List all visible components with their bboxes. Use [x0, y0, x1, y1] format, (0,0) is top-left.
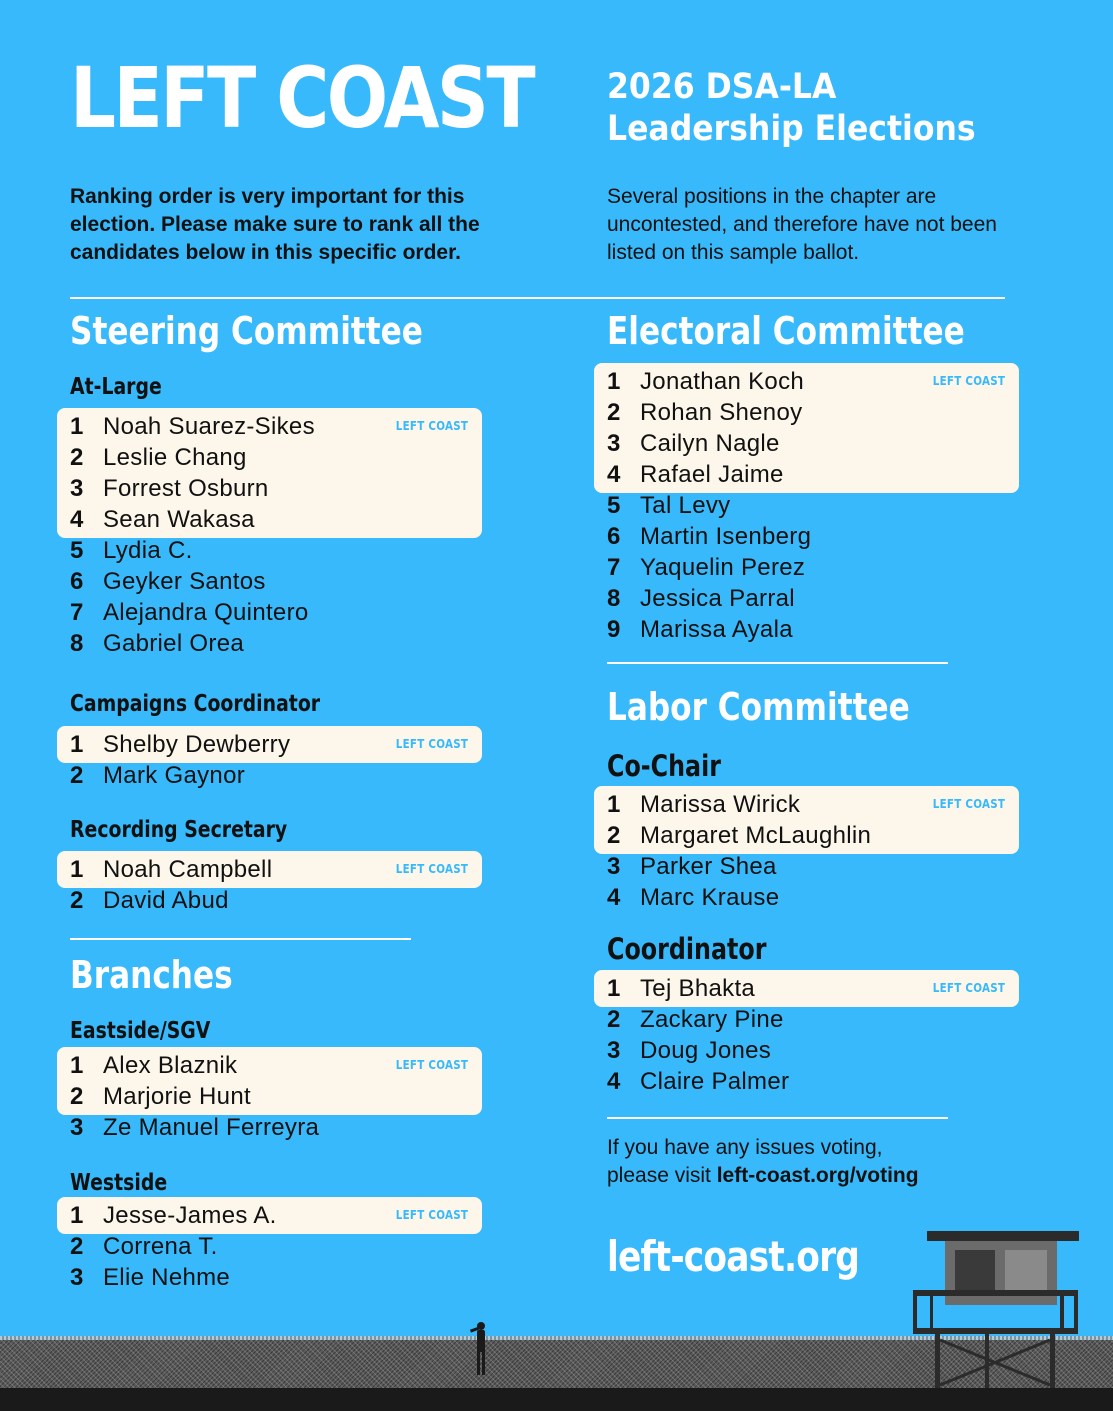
candidate-row	[607, 820, 962, 851]
candidate-name: Lydia C.	[103, 537, 193, 564]
candidate-row	[607, 521, 962, 552]
branches-title: Branches	[70, 953, 233, 997]
candidate-rank: 2	[607, 822, 621, 849]
candidate-row	[607, 490, 962, 521]
ranking-instructions: Ranking order is very important for this election. Please make sure to rank all the candidates below in this specific order.	[70, 185, 480, 264]
candidate-name: Ze Manuel Ferreyra	[103, 1114, 320, 1141]
elections-title-line1: 2026 DSA-LA	[607, 67, 837, 107]
coordinator-candidate-list	[607, 973, 1005, 1097]
candidate-rank: 1	[70, 1052, 84, 1079]
candidate-rank: 2	[70, 444, 84, 471]
candidate-name: Leslie Chang	[103, 444, 247, 471]
candidate-rank: 5	[70, 537, 84, 564]
candidate-name: Tej Bhakta	[640, 975, 756, 1002]
candidate-rank: 5	[607, 492, 621, 519]
candidate-row	[607, 583, 962, 614]
left-coast-endorsement-tag: LEFT COAST	[932, 797, 1005, 811]
candidate-row	[70, 535, 425, 566]
candidate-name: Parker Shea	[640, 853, 777, 880]
candidate-row	[70, 854, 425, 885]
lifeguard-tower-icon	[913, 1231, 1079, 1390]
candidate-rank: 7	[607, 554, 621, 581]
candidate-rank: 2	[70, 1233, 84, 1260]
candidate-rank: 4	[607, 461, 621, 488]
candidate-row	[70, 1081, 425, 1112]
candidate-name: Noah Suarez-Sikes	[103, 413, 315, 440]
eastside-sgv-candidate-list	[70, 1050, 468, 1143]
candidate-row	[607, 614, 962, 645]
candidate-rank: 6	[70, 568, 84, 595]
at-large-label: At-Large	[70, 374, 162, 400]
candidate-row	[70, 504, 425, 535]
candidate-name: Cailyn Nagle	[640, 430, 780, 457]
candidate-name: Alejandra Quintero	[103, 599, 309, 626]
steering-committee-title: Steering Committee	[70, 309, 423, 353]
candidate-rank: 2	[607, 1006, 621, 1033]
co-chair-candidate-list	[607, 789, 1005, 913]
co-chair-label: Co-Chair	[607, 749, 721, 783]
candidate-name: Marjorie Hunt	[103, 1083, 251, 1110]
candidate-row	[70, 442, 425, 473]
candidate-rank: 4	[70, 506, 84, 533]
candidate-name: Alex Blaznik	[103, 1052, 238, 1079]
labor-divider	[607, 1117, 948, 1119]
person-silhouette-icon	[470, 1322, 485, 1375]
electoral-committee-title: Electoral Committee	[607, 309, 965, 353]
steering-divider	[70, 938, 411, 940]
bottom-bar	[0, 1388, 1113, 1411]
candidate-name: Jesse-James A.	[103, 1202, 277, 1229]
candidate-row	[70, 885, 425, 916]
candidate-name: Yaquelin Perez	[640, 554, 806, 581]
candidate-row	[70, 566, 425, 597]
candidate-rank: 2	[70, 1083, 84, 1110]
header-divider	[70, 297, 1005, 299]
candidate-row	[70, 729, 425, 760]
voting-help-text	[607, 1134, 919, 1190]
candidate-rank: 6	[607, 523, 621, 550]
candidate-row	[70, 1112, 425, 1143]
candidate-rank: 3	[607, 853, 621, 880]
voting-help-line1: If you have any issues voting,	[607, 1136, 883, 1159]
candidate-name: Jonathan Koch	[640, 368, 805, 395]
candidate-row	[607, 1066, 962, 1097]
electoral-divider	[607, 662, 948, 664]
uncontested-note: Several positions in the chapter are uncontested, and therefore have not been listed on this sample ballot.	[607, 185, 997, 264]
candidate-row	[70, 411, 425, 442]
coordinator-label: Coordinator	[607, 932, 767, 966]
left-coast-endorsement-tag: LEFT COAST	[932, 374, 1005, 388]
candidate-name: Marissa Wirick	[640, 791, 801, 818]
candidate-name: Rohan Shenoy	[640, 399, 803, 426]
candidate-name: Correna T.	[103, 1233, 218, 1260]
candidate-name: Tal Levy	[640, 492, 731, 519]
candidate-row	[607, 459, 962, 490]
candidate-row	[607, 973, 962, 1004]
eastside-sgv-label: Eastside/SGV	[70, 1018, 211, 1044]
candidate-rank: 4	[607, 1068, 621, 1095]
candidate-rank: 1	[70, 731, 84, 758]
recording-secretary-candidate-list	[70, 854, 468, 916]
elections-title-line2: Leadership Elections	[607, 109, 976, 149]
candidate-name: Margaret McLaughlin	[640, 822, 872, 849]
candidate-rank: 4	[607, 884, 621, 911]
campaigns-coordinator-candidate-list	[70, 729, 468, 791]
candidate-rank: 3	[607, 430, 621, 457]
candidate-name: Mark Gaynor	[103, 762, 246, 789]
elections-title	[607, 66, 976, 150]
candidate-rank: 8	[607, 585, 621, 612]
candidate-row	[70, 597, 425, 628]
left-coast-endorsement-tag: LEFT COAST	[395, 1058, 468, 1072]
candidate-name: Sean Wakasa	[103, 506, 255, 533]
candidate-name: Forrest Osburn	[103, 475, 269, 502]
website-url[interactable]: left-coast.org	[607, 1232, 860, 1281]
candidate-rank: 1	[70, 413, 84, 440]
recording-secretary-label: Recording Secretary	[70, 817, 288, 843]
candidate-rank: 1	[70, 1202, 84, 1229]
candidate-rank: 2	[70, 887, 84, 914]
electoral-committee-candidate-list	[607, 366, 1005, 645]
candidate-rank: 1	[607, 368, 621, 395]
candidate-name: Marissa Ayala	[640, 616, 793, 643]
candidate-rank: 2	[70, 762, 84, 789]
candidate-row	[607, 397, 962, 428]
candidate-name: Zackary Pine	[640, 1006, 784, 1033]
candidate-rank: 3	[607, 1037, 621, 1064]
labor-committee-title: Labor Committee	[607, 685, 910, 729]
candidate-name: Jessica Parral	[640, 585, 795, 612]
logo-title: LEFT COAST	[70, 49, 534, 147]
candidate-row	[70, 628, 425, 659]
candidate-row	[607, 789, 962, 820]
candidate-name: Shelby Dewberry	[103, 731, 291, 758]
candidate-name: Doug Jones	[640, 1037, 772, 1064]
candidate-row	[607, 1035, 962, 1066]
candidate-row	[607, 366, 962, 397]
candidate-name: Rafael Jaime	[640, 461, 784, 488]
candidate-row	[70, 760, 425, 791]
lifeguard-tower-illustration	[0, 1220, 1113, 1390]
left-coast-endorsement-tag: LEFT COAST	[932, 981, 1005, 995]
candidate-row	[607, 882, 962, 913]
candidate-row	[607, 851, 962, 882]
candidate-rank: 3	[70, 1264, 84, 1291]
candidate-rank: 1	[607, 975, 621, 1002]
left-coast-endorsement-tag: LEFT COAST	[395, 737, 468, 751]
voting-help-link[interactable]: left-coast.org/voting	[716, 1164, 919, 1187]
candidate-rank: 7	[70, 599, 84, 626]
candidate-rank: 3	[70, 475, 84, 502]
westside-label: Westside	[70, 1170, 168, 1196]
left-coast-endorsement-tag: LEFT COAST	[395, 1208, 468, 1222]
candidate-row	[607, 428, 962, 459]
candidate-name: Claire Palmer	[640, 1068, 790, 1095]
candidate-rank: 1	[607, 791, 621, 818]
candidate-row	[70, 473, 425, 504]
candidate-rank: 1	[70, 856, 84, 883]
candidate-name: Martin Isenberg	[640, 523, 812, 550]
left-coast-endorsement-tag: LEFT COAST	[395, 862, 468, 876]
campaigns-coordinator-label: Campaigns Coordinator	[70, 691, 321, 717]
candidate-name: Geyker Santos	[103, 568, 266, 595]
candidate-rank: 3	[70, 1114, 84, 1141]
at-large-candidate-list	[70, 411, 468, 659]
voting-help-line2	[607, 1162, 919, 1190]
candidate-row	[607, 1004, 962, 1035]
candidate-name: Marc Krause	[640, 884, 780, 911]
candidate-row	[70, 1050, 425, 1081]
candidate-name: Noah Campbell	[103, 856, 273, 883]
candidate-rank: 9	[607, 616, 621, 643]
candidate-name: Gabriel Orea	[103, 630, 244, 657]
candidate-row	[607, 552, 962, 583]
candidate-rank: 8	[70, 630, 84, 657]
voting-help-prefix: please visit	[607, 1164, 717, 1187]
left-coast-endorsement-tag: LEFT COAST	[395, 419, 468, 433]
candidate-name: Elie Nehme	[103, 1264, 231, 1291]
candidate-name: David Abud	[103, 887, 229, 914]
candidate-rank: 2	[607, 399, 621, 426]
